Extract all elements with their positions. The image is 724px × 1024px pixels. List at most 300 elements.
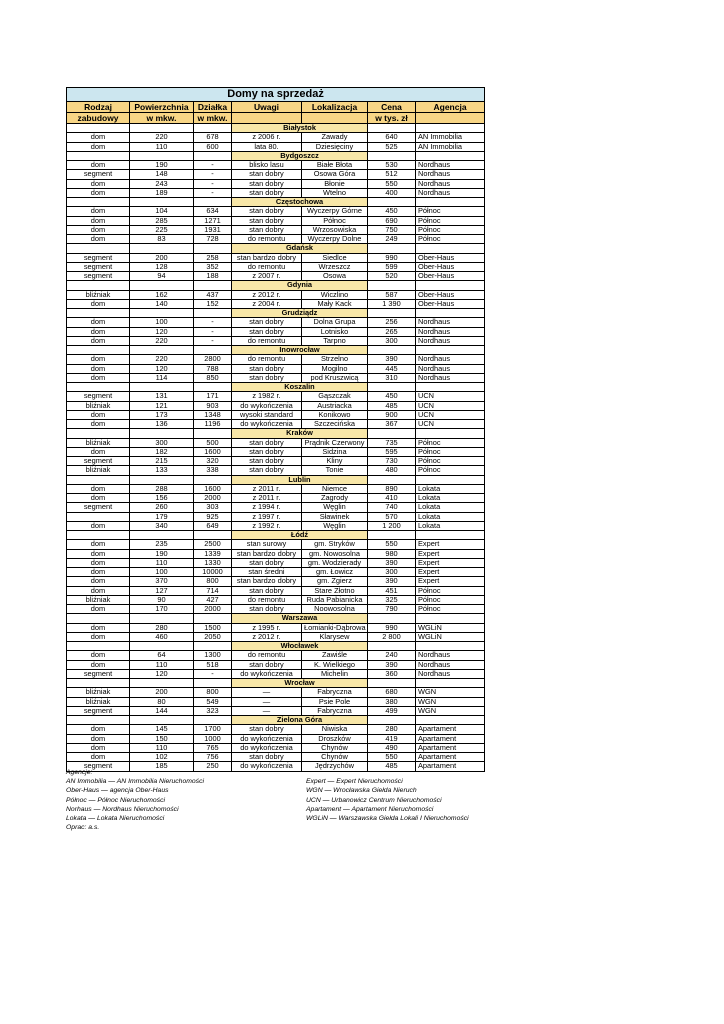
cell-price: 640 xyxy=(368,133,416,142)
blank-cell xyxy=(67,716,130,725)
cell-area: 110 xyxy=(130,142,194,151)
cell-agency: Północ xyxy=(416,457,485,466)
cell-plot: 756 xyxy=(194,753,232,762)
cell-plot: 850 xyxy=(194,373,232,382)
header-row-1 xyxy=(67,102,485,113)
blank-cell xyxy=(368,531,416,540)
cell-area: 110 xyxy=(130,743,194,752)
header-notes: Uwagi xyxy=(232,102,302,113)
cell-agency: Apartament xyxy=(416,743,485,752)
cell-agency: Nordhaus xyxy=(416,161,485,170)
cell-type: dom xyxy=(67,494,130,503)
cell-type: segment xyxy=(67,503,130,512)
cell-plot: 1196 xyxy=(194,420,232,429)
blank-cell xyxy=(67,531,130,540)
cell-plot: 1000 xyxy=(194,734,232,743)
cell-notes: do remontu xyxy=(232,355,302,364)
cell-area: 190 xyxy=(130,161,194,170)
blank-cell xyxy=(368,124,416,133)
cell-notes: — xyxy=(232,688,302,697)
blank-cell xyxy=(130,124,194,133)
cell-plot: 728 xyxy=(194,235,232,244)
city-row xyxy=(67,309,485,318)
cell-plot: 1931 xyxy=(194,225,232,234)
cell-agency: WGN xyxy=(416,697,485,706)
blank-cell xyxy=(194,383,232,392)
blank-cell xyxy=(194,614,232,623)
cell-type: segment xyxy=(67,170,130,179)
blank-cell xyxy=(194,151,232,160)
cell-agency: Ober-Haus xyxy=(416,299,485,308)
city-row xyxy=(67,198,485,207)
cell-area: 243 xyxy=(130,179,194,188)
table-row xyxy=(67,401,485,410)
cell-type: segment xyxy=(67,253,130,262)
cell-plot: 152 xyxy=(194,299,232,308)
legend-item: UCN — Urbanowicz Centrum Nieruchomości xyxy=(306,796,442,804)
cell-notes: stan dobry xyxy=(232,725,302,734)
legend-item: WGN — Wrocławska Giełda Nieruch xyxy=(306,787,417,795)
cell-area: 94 xyxy=(130,272,194,281)
cell-agency: UCN xyxy=(416,392,485,401)
city-row xyxy=(67,244,485,253)
cell-type: dom xyxy=(67,327,130,336)
cell-agency: WGN xyxy=(416,706,485,715)
table-row xyxy=(67,142,485,151)
cell-type: dom xyxy=(67,235,130,244)
cell-price: 525 xyxy=(368,142,416,151)
cell-type: bliźniak xyxy=(67,595,130,604)
city-name: Włocławek xyxy=(232,642,368,651)
table-row xyxy=(67,410,485,419)
cell-area: 104 xyxy=(130,207,194,216)
cell-plot: 714 xyxy=(194,586,232,595)
table-row xyxy=(67,743,485,752)
cell-area: 189 xyxy=(130,188,194,197)
blank-cell xyxy=(416,383,485,392)
cell-plot: 1339 xyxy=(194,549,232,558)
city-name: Wrocław xyxy=(232,679,368,688)
blank-cell xyxy=(67,198,130,207)
table-row xyxy=(67,327,485,336)
city-name: Grudziądz xyxy=(232,309,368,318)
cell-agency: Północ xyxy=(416,216,485,225)
cell-agency: Expert xyxy=(416,558,485,567)
cell-notes: stan dobry xyxy=(232,364,302,373)
cell-notes: stan dobry xyxy=(232,438,302,447)
cell-type: bliźniak xyxy=(67,466,130,475)
cell-price: 735 xyxy=(368,438,416,447)
cell-notes: stan średni xyxy=(232,568,302,577)
cell-plot: 1300 xyxy=(194,651,232,660)
cell-area: 145 xyxy=(130,725,194,734)
cell-area: 150 xyxy=(130,734,194,743)
legend-item: AN Immobilia — AN Immobilia Nieruchomości xyxy=(66,778,204,786)
legend-item: WGLiN — Warszawska Giełda Lokali I Nieruchomości xyxy=(306,815,469,823)
cell-plot: 600 xyxy=(194,142,232,151)
cell-plot: 765 xyxy=(194,743,232,752)
cell-notes: stan surowy xyxy=(232,540,302,549)
cell-area: 127 xyxy=(130,586,194,595)
city-row xyxy=(67,124,485,133)
cell-type: dom xyxy=(67,623,130,632)
blank-cell xyxy=(67,679,130,688)
cell-plot: 800 xyxy=(194,577,232,586)
cell-notes: z 2007 r. xyxy=(232,272,302,281)
cell-notes: do remontu xyxy=(232,235,302,244)
blank-cell xyxy=(416,642,485,651)
table-row xyxy=(67,632,485,641)
cell-plot: 323 xyxy=(194,706,232,715)
blank-cell xyxy=(368,642,416,651)
cell-notes: stan dobry xyxy=(232,327,302,336)
cell-type: dom xyxy=(67,743,130,752)
cell-agency: Lokata xyxy=(416,484,485,493)
header-location: Lokalizacja xyxy=(302,102,368,113)
cell-area: 120 xyxy=(130,327,194,336)
cell-area: 148 xyxy=(130,170,194,179)
cell-price: 265 xyxy=(368,327,416,336)
blank-cell xyxy=(194,198,232,207)
cell-notes: stan dobry xyxy=(232,753,302,762)
cell-location: Droszków xyxy=(302,734,368,743)
cell-area: 133 xyxy=(130,466,194,475)
blank-cell xyxy=(130,475,194,484)
blank-cell xyxy=(416,679,485,688)
cell-notes: z 2012 r. xyxy=(232,290,302,299)
cell-notes: — xyxy=(232,697,302,706)
city-row xyxy=(67,281,485,290)
cell-location: Błonie xyxy=(302,179,368,188)
cell-agency: Północ xyxy=(416,586,485,595)
cell-location: Łomianki-Dąbrowa xyxy=(302,623,368,632)
cell-notes: stan dobry xyxy=(232,660,302,669)
cell-price: 300 xyxy=(368,568,416,577)
cell-location: Strzelno xyxy=(302,355,368,364)
city-name: Częstochowa xyxy=(232,198,368,207)
blank-cell xyxy=(194,244,232,253)
blank-cell xyxy=(130,198,194,207)
cell-location: gm. Wodzierady xyxy=(302,558,368,567)
cell-location: Wrzosowiska xyxy=(302,225,368,234)
header-notes-sub xyxy=(232,113,302,124)
blank-cell xyxy=(194,346,232,355)
blank-cell xyxy=(416,531,485,540)
blank-cell xyxy=(67,346,130,355)
cell-price: 380 xyxy=(368,697,416,706)
table-row xyxy=(67,577,485,586)
cell-area: 136 xyxy=(130,420,194,429)
blank-cell xyxy=(130,346,194,355)
cell-area: 200 xyxy=(130,688,194,697)
cell-type: bliźniak xyxy=(67,290,130,299)
cell-location: Chynów xyxy=(302,753,368,762)
table-row xyxy=(67,290,485,299)
cell-type: dom xyxy=(67,725,130,734)
cell-price: 300 xyxy=(368,336,416,345)
cell-price: 485 xyxy=(368,762,416,771)
cell-location: Wrzeszcz xyxy=(302,262,368,271)
table-row xyxy=(67,623,485,632)
table-row xyxy=(67,272,485,281)
header-type-sub: zabudowy xyxy=(67,113,130,124)
cell-plot: 2500 xyxy=(194,540,232,549)
cell-location: Niwiska xyxy=(302,725,368,734)
cell-location: Węglin xyxy=(302,503,368,512)
cell-location: gm. Łowicz xyxy=(302,568,368,577)
cell-notes: stan dobry xyxy=(232,447,302,456)
blank-cell xyxy=(368,281,416,290)
legend-heading: Agencje: xyxy=(66,769,93,776)
cell-price: 550 xyxy=(368,753,416,762)
cell-type: dom xyxy=(67,734,130,743)
header-agency: Agencja xyxy=(416,102,485,113)
table-row xyxy=(67,420,485,429)
cell-location: Stare Złotno xyxy=(302,586,368,595)
cell-location: Sidzina xyxy=(302,447,368,456)
cell-area: 340 xyxy=(130,521,194,530)
blank-cell xyxy=(67,124,130,133)
cell-type: dom xyxy=(67,632,130,641)
table-body xyxy=(67,124,485,772)
cell-location: Mogilno xyxy=(302,364,368,373)
cell-agency: Expert xyxy=(416,577,485,586)
cell-price: 595 xyxy=(368,447,416,456)
cell-agency: WGLiN xyxy=(416,632,485,641)
agency-legend xyxy=(66,768,486,832)
blank-cell xyxy=(416,281,485,290)
cell-plot: 437 xyxy=(194,290,232,299)
cell-plot: - xyxy=(194,327,232,336)
cell-notes: z 2004 r. xyxy=(232,299,302,308)
cell-price: 367 xyxy=(368,420,416,429)
city-name: Koszalin xyxy=(232,383,368,392)
cell-price: 1 200 xyxy=(368,521,416,530)
table-row xyxy=(67,262,485,271)
cell-agency: UCN xyxy=(416,410,485,419)
cell-type: dom xyxy=(67,364,130,373)
cell-price: 550 xyxy=(368,540,416,549)
cell-area: 185 xyxy=(130,762,194,771)
cell-price: 240 xyxy=(368,651,416,660)
cell-area: 114 xyxy=(130,373,194,382)
blank-cell xyxy=(368,151,416,160)
cell-type: dom xyxy=(67,540,130,549)
cell-area: 190 xyxy=(130,549,194,558)
cell-price: 680 xyxy=(368,688,416,697)
cell-location: Klarysew xyxy=(302,632,368,641)
cell-area: 300 xyxy=(130,438,194,447)
cell-notes: z 2006 r. xyxy=(232,133,302,142)
cell-location: Wyczerpy Dolne xyxy=(302,235,368,244)
cell-price: 450 xyxy=(368,392,416,401)
houses-table xyxy=(66,87,485,772)
cell-agency: Nordhaus xyxy=(416,179,485,188)
blank-cell xyxy=(416,614,485,623)
blank-cell xyxy=(416,346,485,355)
blank-cell xyxy=(194,281,232,290)
cell-plot: 427 xyxy=(194,595,232,604)
cell-plot: 634 xyxy=(194,207,232,216)
table-row xyxy=(67,503,485,512)
blank-cell xyxy=(368,716,416,725)
cell-type: dom xyxy=(67,188,130,197)
table-row xyxy=(67,549,485,558)
cell-agency: Expert xyxy=(416,568,485,577)
table-row xyxy=(67,170,485,179)
cell-notes: stan dobry xyxy=(232,586,302,595)
cell-notes: z 1992 r. xyxy=(232,521,302,530)
table-row xyxy=(67,660,485,669)
table-row xyxy=(67,484,485,493)
cell-location: Zagrody xyxy=(302,494,368,503)
blank-cell xyxy=(130,244,194,253)
cell-location: Konikowo xyxy=(302,410,368,419)
cell-plot: 678 xyxy=(194,133,232,142)
blank-cell xyxy=(130,531,194,540)
cell-type: segment xyxy=(67,392,130,401)
cell-location: Dziesięciny xyxy=(302,142,368,151)
blank-cell xyxy=(130,614,194,623)
cell-notes: stan bardzo dobry xyxy=(232,253,302,262)
cell-price: 490 xyxy=(368,743,416,752)
cell-notes: do wykończenia xyxy=(232,401,302,410)
city-row xyxy=(67,151,485,160)
table-row xyxy=(67,235,485,244)
cell-notes: do wykończenia xyxy=(232,762,302,771)
cell-plot: 2000 xyxy=(194,494,232,503)
table-row xyxy=(67,558,485,567)
cell-agency: Nordhaus xyxy=(416,318,485,327)
cell-agency: Północ xyxy=(416,595,485,604)
table-row xyxy=(67,133,485,142)
cell-type: segment xyxy=(67,457,130,466)
cell-area: 225 xyxy=(130,225,194,234)
city-row xyxy=(67,716,485,725)
blank-cell xyxy=(67,383,130,392)
cell-location: Wtelno xyxy=(302,188,368,197)
cell-price: 2 800 xyxy=(368,632,416,641)
cell-notes: z 2012 r. xyxy=(232,632,302,641)
cell-plot: 320 xyxy=(194,457,232,466)
legend-item: Ober-Haus — agencja Ober-Haus xyxy=(66,787,169,795)
credit-line: Oprac: a.s. xyxy=(66,824,100,832)
city-name: Kraków xyxy=(232,429,368,438)
cell-plot: 2000 xyxy=(194,605,232,614)
blank-cell xyxy=(368,198,416,207)
cell-agency: Lokata xyxy=(416,521,485,530)
cell-notes: stan dobry xyxy=(232,605,302,614)
cell-type: segment xyxy=(67,262,130,271)
cell-notes: do wykończenia xyxy=(232,734,302,743)
cell-plot: 250 xyxy=(194,762,232,771)
cell-plot: 518 xyxy=(194,660,232,669)
cell-price: 400 xyxy=(368,188,416,197)
cell-price: 740 xyxy=(368,503,416,512)
city-row xyxy=(67,679,485,688)
table-row xyxy=(67,725,485,734)
table-row xyxy=(67,734,485,743)
cell-price: 599 xyxy=(368,262,416,271)
city-row xyxy=(67,614,485,623)
cell-area: 90 xyxy=(130,595,194,604)
cell-price: 730 xyxy=(368,457,416,466)
cell-type: dom xyxy=(67,420,130,429)
cell-area: 110 xyxy=(130,660,194,669)
cell-plot: - xyxy=(194,188,232,197)
cell-agency: Expert xyxy=(416,549,485,558)
cell-plot: 500 xyxy=(194,438,232,447)
cell-price: 325 xyxy=(368,595,416,604)
cell-notes: z 1982 r. xyxy=(232,392,302,401)
cell-area: 220 xyxy=(130,336,194,345)
table-row xyxy=(67,225,485,234)
table-row xyxy=(67,438,485,447)
cell-agency: Expert xyxy=(416,540,485,549)
blank-cell xyxy=(67,429,130,438)
cell-notes: lata 80. xyxy=(232,142,302,151)
legend-item: Lokata — Lokata Nieruchomości xyxy=(66,815,165,823)
header-price-sub: w tys. zł xyxy=(368,113,416,124)
cell-notes: do wykończenia xyxy=(232,743,302,752)
cell-notes: z 2011 r. xyxy=(232,494,302,503)
cell-agency: Lokata xyxy=(416,512,485,521)
header-location-sub xyxy=(302,113,368,124)
city-name: Gdańsk xyxy=(232,244,368,253)
cell-type: dom xyxy=(67,318,130,327)
cell-location: Noowosolna xyxy=(302,605,368,614)
blank-cell xyxy=(416,244,485,253)
cell-price: 980 xyxy=(368,549,416,558)
cell-price: 310 xyxy=(368,373,416,382)
cell-plot: 258 xyxy=(194,253,232,262)
blank-cell xyxy=(130,679,194,688)
cell-plot: 788 xyxy=(194,364,232,373)
cell-plot: 649 xyxy=(194,521,232,530)
table-row xyxy=(67,188,485,197)
cell-plot: 903 xyxy=(194,401,232,410)
table-row xyxy=(67,253,485,262)
cell-agency: Północ xyxy=(416,466,485,475)
cell-type: dom xyxy=(67,558,130,567)
cell-agency: UCN xyxy=(416,420,485,429)
cell-area: 285 xyxy=(130,216,194,225)
table-title: Domy na sprzedaż xyxy=(67,88,485,102)
cell-price: 587 xyxy=(368,290,416,299)
blank-cell xyxy=(416,198,485,207)
blank-cell xyxy=(416,429,485,438)
cell-notes: stan dobry xyxy=(232,373,302,382)
table-row xyxy=(67,512,485,521)
cell-notes: wysoki standard xyxy=(232,410,302,419)
cell-plot: 338 xyxy=(194,466,232,475)
cell-notes: stan dobry xyxy=(232,318,302,327)
table-row xyxy=(67,355,485,364)
cell-area: 144 xyxy=(130,706,194,715)
cell-notes: z 2011 r. xyxy=(232,484,302,493)
cell-plot: 1600 xyxy=(194,447,232,456)
table-row xyxy=(67,494,485,503)
cell-location: Tonie xyxy=(302,466,368,475)
cell-agency: Nordhaus xyxy=(416,669,485,678)
table-row xyxy=(67,568,485,577)
cell-area: 179 xyxy=(130,512,194,521)
cell-area: 288 xyxy=(130,484,194,493)
blank-cell xyxy=(368,429,416,438)
table-row xyxy=(67,753,485,762)
blank-cell xyxy=(368,309,416,318)
blank-cell xyxy=(194,531,232,540)
